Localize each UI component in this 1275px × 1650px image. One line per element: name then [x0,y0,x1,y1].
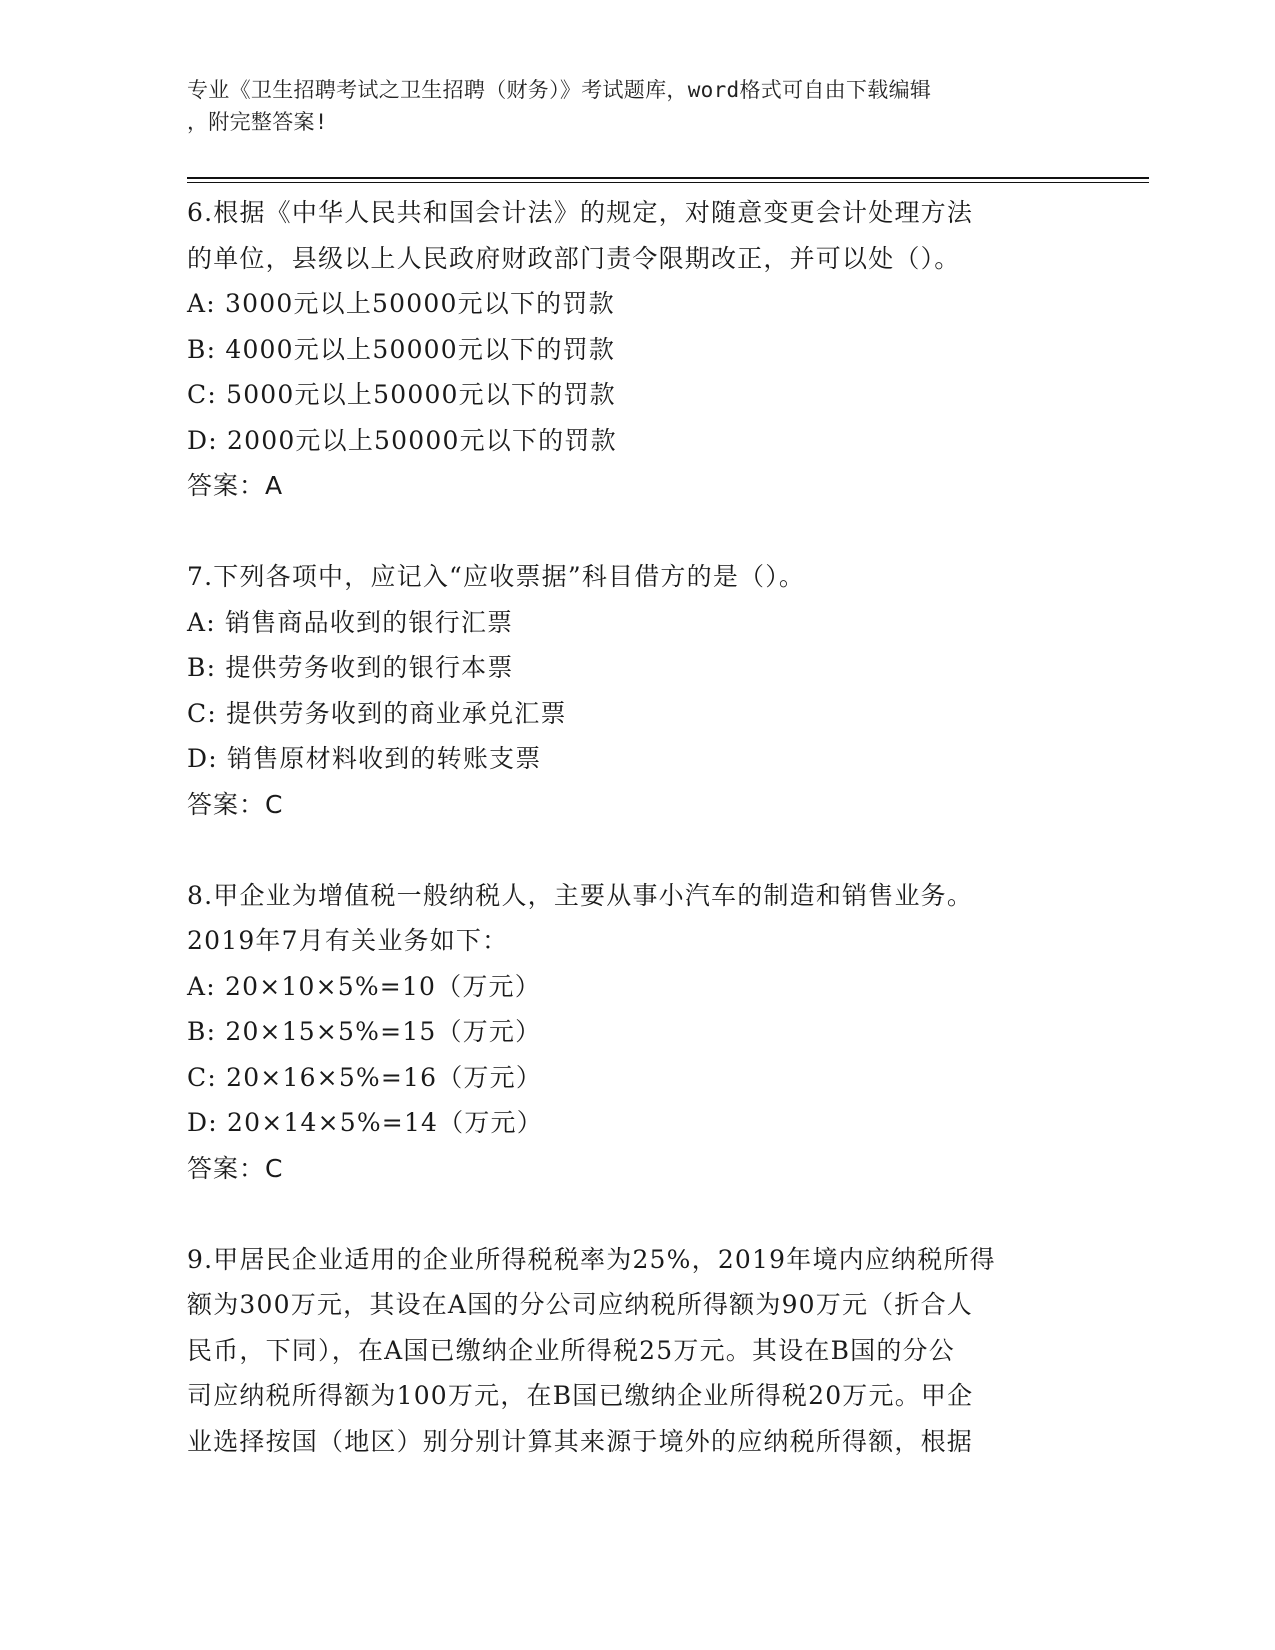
document-header [187,74,1067,138]
question-text-line: 7.下列各项中，应记入“应收票据”科目借方的是（）。 [187,562,806,591]
question-9 [187,1237,1087,1465]
answer: 答案：A [187,471,284,500]
question-text-line: 的单位，县级以上人民政府财政部门责令限期改正，并可以处（）。 [187,243,961,273]
question-text-line: 额为300万元，其设在A国的分公司应纳税所得额为90万元（折合人 [187,1290,973,1319]
answer: 答案：C [187,1153,284,1183]
question-spacer [187,509,1087,555]
option-d: D: 销售原材料收到的转账支票 [187,744,542,773]
question-text-line: 2019年7月有关业务如下： [187,926,509,955]
question-text [187,190,1087,281]
question-text-line: 9.甲居民企业适用的企业所得税税率为25%，2019年境内应纳税所得 [187,1244,996,1274]
option-a: A: 20×10×5%=10（万元） [187,971,541,1001]
option-d: D: 2000元以上50000元以下的罚款 [187,425,617,455]
header-line-1: 专业《卫生招聘考试之卫生招聘（财务）》考试题库，word格式可自由下载编辑 [187,78,932,102]
questions-list [187,190,1087,1464]
question-text-line: 民币，下同），在A国已缴纳企业所得税25万元。其设在B国的分公 [187,1335,955,1365]
header-divider-thick [187,177,1149,179]
question-text-line: 司应纳税所得额为100万元，在B国已缴纳企业所得税20万元。甲企 [187,1381,974,1410]
question-7 [187,554,1087,827]
option-d: D: 20×14×5%=14（万元） [187,1108,543,1137]
header-divider-thin [187,182,1149,183]
question-text [187,1237,1087,1465]
option-a: A: 销售商品收到的银行汇票 [187,607,514,637]
option-b: B: 4000元以上50000元以下的罚款 [187,334,616,364]
question-spacer [187,1191,1087,1237]
question-6 [187,190,1087,509]
option-c: C: 5000元以上50000元以下的罚款 [187,380,616,409]
question-text-line: 8.甲企业为增值税一般纳税人，主要从事小汽车的制造和销售业务。 [187,880,974,910]
header-line-2: ，附完整答案! [187,110,328,134]
question-text [187,873,1087,964]
option-c: C: 提供劳务收到的商业承兑汇票 [187,698,567,728]
question-text-line: 6.根据《中华人民共和国会计法》的规定，对随意变更会计处理方法 [187,198,974,227]
option-a: A: 3000元以上50000元以下的罚款 [187,289,615,318]
question-spacer [187,827,1087,873]
question-text-line: 业选择按国（地区）别分别计算其来源于境外的应纳税所得额，根据 [187,1426,974,1456]
option-c: C: 20×16×5%=16（万元） [187,1062,543,1092]
answer: 答案：C [187,789,284,819]
question-8 [187,873,1087,1192]
option-b: B: 20×15×5%=15（万元） [187,1017,542,1046]
question-text [187,554,1087,600]
option-b: B: 提供劳务收到的银行本票 [187,653,514,682]
